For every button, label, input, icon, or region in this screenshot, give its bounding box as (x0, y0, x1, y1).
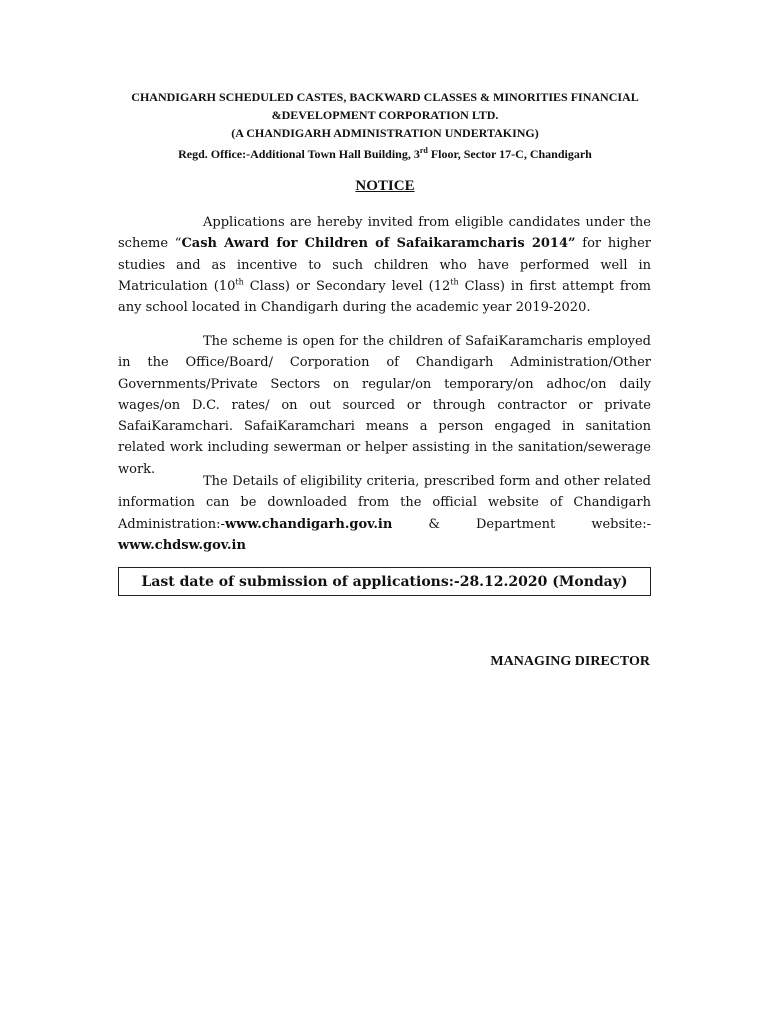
invitation-paragraph (118, 212, 651, 318)
organization-name-line-1: CHANDIGARH SCHEDULED CASTES, BACKWARD CLASSES & MINORITIES FINANCIAL (131, 90, 639, 104)
details-text-2: & Department website:- (392, 516, 651, 532)
invitation-text-3: Class) or Secondary level (12 (243, 278, 451, 294)
invitation-text-2: for higher studies and as incentive to such children who have performed well in Matriculation (10 (118, 236, 651, 294)
details-text-1: The Details of eligibility criteria, prescribed form and other related information can be downloaded from the official website of Chandigarh Administration:- (118, 474, 651, 532)
signature-designation: MANAGING DIRECTOR (490, 654, 650, 669)
details-paragraph (118, 471, 651, 556)
tenth-superscript: th (235, 277, 244, 287)
twelfth-superscript: th (450, 277, 459, 287)
undertaking-line: (A CHANDIGARH ADMINISTRATION UNDERTAKING) (231, 126, 539, 140)
scheme-name: Cash Award for Children of Safaikaramcharis 2014” (181, 236, 576, 252)
organization-header (100, 88, 670, 163)
office-floor-superscript: rd (419, 146, 428, 155)
invitation-text-4: Class) in first attempt from any school located in Chandigarh during the academic year 2019-2020. (118, 278, 652, 316)
invitation-text-1: Applications are hereby invited from eligible candidates under the scheme “ (118, 215, 651, 252)
office-address-end: Floor, Sector 17-C, Chandigarh (427, 147, 592, 161)
registered-office-line (100, 142, 670, 163)
organization-name-line-2: &DEVELOPMENT CORPORATION LTD. (271, 108, 499, 122)
notice-title: NOTICE (355, 178, 415, 194)
chandigarh-website-link[interactable]: www.chandigarh.gov.in (224, 516, 393, 532)
deadline-box: Last date of submission of applications:-28.12.2020 (Monday) (118, 567, 651, 596)
office-address-start: Regd. Office:-Additional Town Hall Building, 3 (178, 147, 420, 161)
department-website-link[interactable]: www.chdsw.gov.in (118, 537, 246, 553)
eligibility-paragraph: The scheme is open for the children of SafaiKaramcharis employed in the Office/Board/ Corporation of Chandigarh Administration/Other Governments/Private Sectors on regular/on temporary/on adhoc/on daily wages/on D.C. rates/ on out sourced or through contractor or private SafaiKaramchari. SafaiKaramchari means a person engaged in sanitation related work including sewerman or helper assisting in the sanitation/sewerage work. (118, 334, 651, 477)
